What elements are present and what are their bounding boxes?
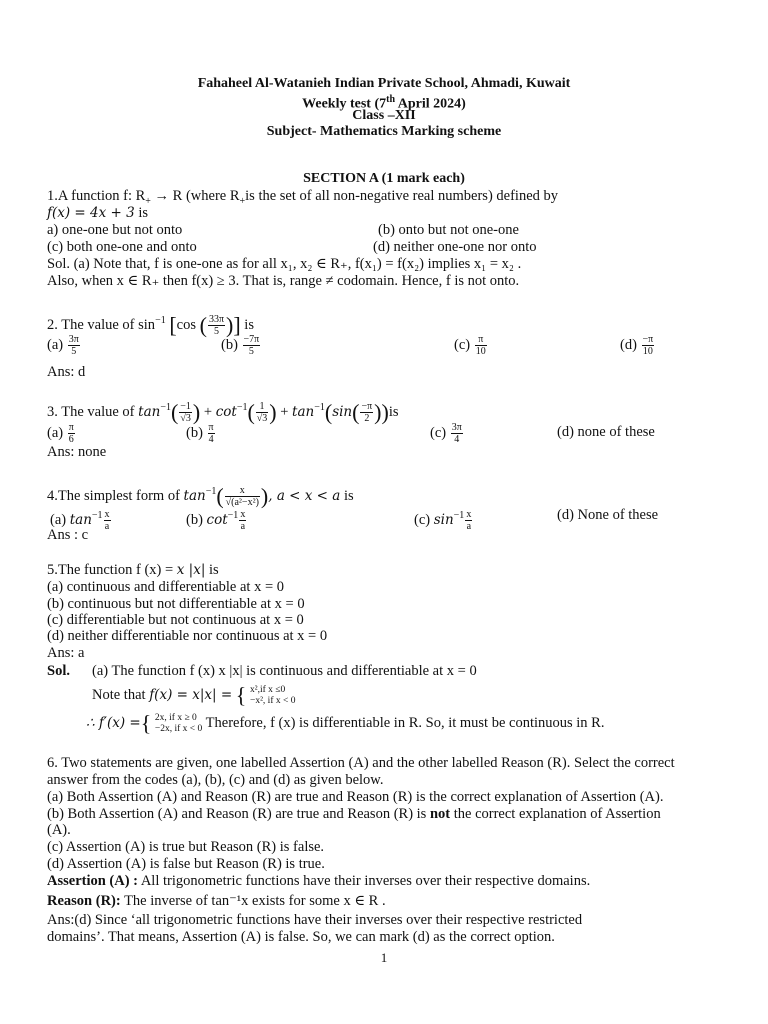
q5-solution-label — [47, 663, 70, 680]
q4-option-c: (c) $\sin^{-1}$ $\frac{x}{a}$ — [414, 509, 472, 532]
q1-function-suffix: is — [134, 205, 149, 221]
q5-case2: −x², if x < 0 — [249, 695, 296, 706]
q5-deriv-cases — [155, 713, 202, 735]
q2-b-label: (b) — [221, 337, 238, 353]
q2-c-num: π — [475, 334, 487, 346]
q2-cos: cos — [176, 316, 196, 333]
q1-option-d: (d) neither one-one nor onto — [373, 239, 537, 255]
q6-assertion — [47, 873, 590, 890]
q2-c-label: (c) — [454, 337, 471, 353]
q4-condition: , a < x < a — [268, 487, 341, 504]
q1-stem-b: → R (where R — [150, 188, 240, 204]
q5-option-d: (d) neither differentiable nor continuous at x = 0 — [47, 628, 328, 644]
q5-derivative: ∴ f′(x) ={ 2x, if x ≥ 0 −2x, if x < 0 Therefore, f (x) is differentiable in R. So, it must be continuous in R. — [86, 710, 605, 736]
q4-b-num: x — [240, 509, 246, 520]
q2-option-a — [47, 334, 81, 357]
school-name: Fahaheel Al-Watanieh Indian Private School, Ahmadi, Kuwait — [197, 76, 571, 91]
q6-assertion-label: Assertion (A) : — [47, 873, 139, 889]
section-title: SECTION A (1 mark each) — [303, 171, 465, 186]
q3-tan1: tan — [138, 403, 161, 420]
q3-option-d: (d) none of these — [557, 424, 655, 440]
q3-stem: 3. The value of $\tan^{-1}$( $\frac{-1}{√3}$ ) + $\cot^{-1}$( $\frac{1}{√3}$ ) + $\tan^{-1}(\sin$( $\frac{-\pi}{2}$ ))is — [47, 399, 399, 425]
q5-solution-text: (a) The function f (x) x |x| is continuous and differentiable at x = 0 — [92, 663, 477, 679]
q2-inverse-sup: −1 — [155, 315, 166, 326]
q3-den1: √3 — [180, 413, 191, 424]
q1-stem: 1.A function f: $R_+ \to R$ (where $R_+is$ the set of all non-negative real numbers) defined by — [47, 188, 559, 207]
q3-stem-text: 3. The value of — [47, 403, 135, 420]
q3-answer: Ans: none — [47, 444, 107, 460]
q6-reason-text: The inverse of tan⁻¹x exists for some x ∈ R . — [120, 893, 386, 909]
q5-stem-b: is — [205, 562, 219, 578]
q3-tan3: tan — [292, 403, 315, 420]
q3-option-c — [430, 422, 464, 445]
q2-frac-den: 5 — [213, 326, 219, 337]
q4-b-label: (b) — [186, 511, 203, 528]
q1-stem-c: is the set of all non-negative real numbers) defined by — [245, 188, 559, 204]
q5-deriv-text: Therefore, f (x) is differentiable in R. So, it must be continuous in R. — [205, 715, 605, 731]
q4-c-label: (c) — [414, 511, 431, 528]
q4-option-b: (b) $\cot^{-1}$ $\frac{x}{a}$ — [186, 509, 246, 532]
q5-case1: x²,if x ≤0 — [249, 684, 286, 695]
q5-option-c: (c) differentiable but not continuous at x = 0 — [47, 612, 304, 628]
q5-note-label: Note that — [92, 687, 146, 703]
q5-note: Note that f(x) = x|x| = { x²,if x ≤0 −x², if x < 0 — [92, 682, 296, 708]
page-number: 1 — [380, 950, 388, 965]
q6-option-c: (c) Assertion (A) is true but Reason (R) is false. — [47, 839, 325, 855]
q3-a-label: (a) — [47, 425, 64, 441]
q4-tan: tan — [183, 487, 206, 504]
q4-c-num: x — [466, 509, 472, 520]
q6-assertion-text: All trigonometric functions have their inverses over their respective domains. — [138, 873, 591, 889]
q5-deriv-label: ∴ f′(x) = — [86, 715, 141, 731]
q3-a-num: π — [68, 422, 74, 434]
q4-option-a: (a) $\tan^{-1}$ $\frac{x}{a}$ — [50, 509, 110, 532]
q5-stem — [47, 562, 219, 579]
q4-a-fn: tan — [69, 511, 92, 528]
q1-function — [47, 205, 148, 222]
q4-suffix: is — [340, 487, 354, 504]
subject-label: Subject- Mathematics Marking scheme — [266, 124, 502, 139]
q2-option-d — [620, 334, 655, 357]
test-title-suffix: April 2024) — [395, 96, 466, 112]
q4-num: x — [225, 485, 260, 497]
q1-option-a: a) one-one but not onto — [47, 222, 183, 238]
q3-num1: −1 — [180, 401, 191, 412]
q2-d-num: −π — [642, 334, 654, 346]
q5-stem-a: 5.The function f (x) = — [47, 562, 177, 578]
q1-solution-line1: Sol. (a) Note that, f is one-one as for all x₁, x₂ ∈ R₊, f(x₁) = f(x₂) implies x₁ = x₂ . — [47, 256, 522, 272]
q3-sin: sin — [332, 403, 353, 420]
q4-a-num: x — [104, 509, 110, 520]
q2-b-den: 5 — [248, 346, 254, 358]
q6-answer-line2: domains’. That means, Assertion (A) is false. So, we can mark (d) as the correct option. — [47, 929, 555, 945]
q5-option-b: (b) continuous but not differentiable at x = 0 — [47, 596, 305, 612]
q1-option-b: (b) onto but not one-one — [378, 222, 519, 238]
test-title-prefix: Weekly test (7 — [302, 96, 387, 112]
q4-b-den: a — [240, 521, 246, 532]
q5-option-a: (a) continuous and differentiable at x = 0 — [47, 579, 285, 595]
q4-a-den: a — [104, 521, 110, 532]
q6-option-a: (a) Both Assertion (A) and Reason (R) are true and Reason (R) is the correct explanation of Assertion (A). — [47, 789, 664, 805]
q2-c-den: 10 — [475, 346, 486, 358]
q5-stem-math: x |x| — [176, 562, 206, 578]
q3-den2: √3 — [256, 413, 268, 424]
q2-stem-text: 2. The value of sin — [47, 316, 156, 333]
q6-option-b-cont: (A). — [47, 822, 71, 838]
q2-d-den: 10 — [642, 346, 653, 358]
q6-option-b — [47, 806, 661, 823]
q2-a-label: (a) — [47, 337, 64, 353]
q3-option-b — [186, 422, 216, 445]
q6-reason-label: Reason (R): — [47, 893, 121, 909]
test-title-sup: th — [386, 94, 396, 105]
q3-plus1: + — [200, 403, 216, 420]
q2-option-c — [454, 334, 488, 357]
q3-a-den: 6 — [68, 434, 74, 446]
q3-option-a — [47, 422, 76, 445]
q3-den3: 2 — [364, 413, 370, 424]
q2-stem: 2. The value of $\sin^{-1} [\cos$ ( $\frac{33\pi}{5}$ )] is — [47, 312, 254, 338]
q6-b-part1: (b) Both Assertion (A) and Reason (R) are true and Reason (R) is — [47, 806, 430, 822]
q2-a-den: 5 — [71, 346, 77, 358]
q3-num2: 1 — [256, 401, 269, 413]
q3-b-label: (b) — [186, 425, 203, 441]
q6-b-part2: the correct explanation of Assertion — [450, 806, 661, 822]
q1-stem-a: 1.A function f: R — [47, 188, 146, 204]
q1-option-c: (c) both one-one and onto — [47, 239, 197, 255]
q3-c-label: (c) — [430, 425, 447, 441]
q4-c-den: a — [466, 521, 472, 532]
q3-num3: −π — [361, 401, 373, 412]
q3-plus2: + — [276, 403, 293, 420]
q3-c-num: 3π — [451, 422, 462, 434]
q6-option-d: (d) Assertion (A) is false but Reason (R) is true. — [47, 856, 325, 872]
q2-d-label: (d) — [620, 337, 637, 353]
q4-a-label: (a) — [50, 511, 67, 528]
q4-stem: 4.The simplest form of $\tan^{-1}$( $\frac{x}{\text{√(a²−x²)}}$ ), a < x < a is — [47, 483, 354, 509]
q4-answer: Ans : c — [47, 527, 89, 543]
class-label: Class –XII — [352, 108, 416, 123]
q5-answer: Ans: a — [47, 645, 85, 661]
q2-answer: Ans: d — [47, 364, 86, 380]
q4-option-d: (d) None of these — [557, 507, 659, 523]
q5-dcase1: 2x, if x ≥ 0 — [154, 712, 197, 723]
q5-cases — [250, 685, 296, 707]
q1-function-math: f(x) = 4x + 3 — [47, 205, 135, 221]
q2-a-num: 3π — [68, 334, 79, 346]
q3-cot: cot — [215, 403, 237, 420]
q4-den: √(a²−x²) — [225, 497, 259, 508]
q3-b-num: π — [208, 422, 214, 434]
q4-stem-text: 4.The simplest form of — [47, 487, 180, 504]
q6-stem-line1: 6. Two statements are given, one labelled Assertion (A) and the other labelled Reason (R). Select the correct — [47, 755, 675, 771]
q6-answer-line1: Ans:(d) Since ‘all trigonometric functions have their inverses over their respective restricted — [47, 912, 583, 928]
q2-suffix: is — [240, 316, 254, 333]
q2-option-b — [221, 334, 261, 357]
q4-c-fn: sin — [433, 511, 454, 528]
q3-suffix: is — [388, 403, 399, 420]
q5-dcase2: −2x, if x < 0 — [154, 723, 203, 734]
q2-b-num: −7π — [243, 334, 260, 346]
q5-sol-label-text: Sol. — [47, 663, 70, 679]
q3-c-den: 4 — [454, 434, 460, 446]
q6-reason — [47, 893, 386, 910]
q4-b-fn: cot — [206, 511, 228, 528]
q2-frac-num: 33π — [208, 314, 225, 325]
q3-b-den: 4 — [208, 434, 214, 446]
q1-solution-line2: Also, when x ∈ R₊ then f(x) ≥ 3. That is, range ≠ codomain. Hence, f is not onto. — [47, 273, 520, 289]
q5-note-math: f(x) = x|x| = — [149, 687, 233, 703]
q6-stem-line2: answer from the codes (a), (b), (c) and (d) as given below. — [47, 772, 384, 788]
q6-b-bold: not — [429, 806, 451, 822]
